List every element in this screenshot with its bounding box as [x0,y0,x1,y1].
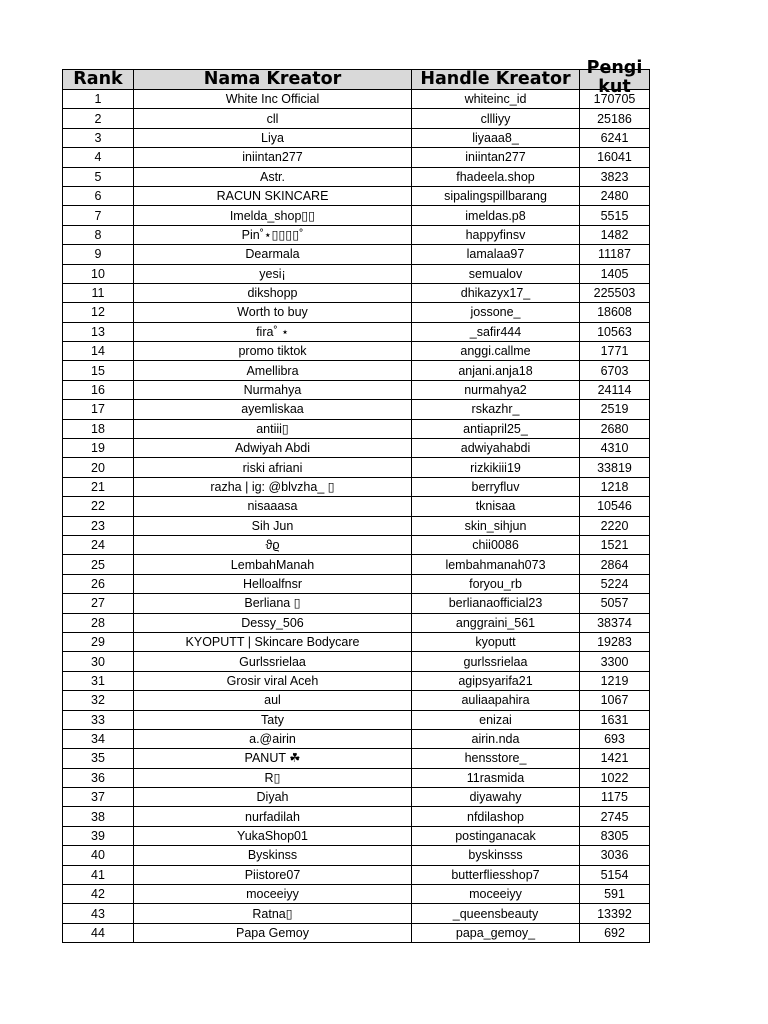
followers-cell[interactable]: 2864 [580,555,650,574]
rank-cell[interactable]: 32 [63,691,134,710]
header-name[interactable]: Nama Kreator [134,70,412,90]
rank-cell[interactable]: 6 [63,186,134,205]
rank-cell[interactable]: 40 [63,846,134,865]
handle-cell[interactable]: postinganacak [412,826,580,845]
rank-cell[interactable]: 14 [63,342,134,361]
header-rank[interactable]: Rank [63,70,134,90]
rank-cell[interactable]: 31 [63,671,134,690]
table-row [63,710,650,729]
table-row [63,361,650,380]
table-row [63,788,650,807]
handle-cell[interactable]: cllliyy [412,109,580,128]
name-cell[interactable]: iniintan277 [134,148,412,167]
followers-cell[interactable]: 10563 [580,322,650,341]
table-row [63,477,650,496]
name-cell[interactable]: ϑϱ [134,535,412,554]
handle-cell[interactable]: anjani.anja18 [412,361,580,380]
handle-cell[interactable]: sipalingspillbarang [412,186,580,205]
name-cell[interactable]: Helloalfnsr [134,574,412,593]
table-row [63,342,650,361]
table-row [63,613,650,632]
handle-cell[interactable]: kyoputt [412,632,580,651]
rank-cell[interactable]: 36 [63,768,134,787]
rank-cell[interactable]: 26 [63,574,134,593]
rank-cell[interactable]: 1 [63,90,134,109]
handle-cell[interactable]: tknisaa [412,497,580,516]
rank-cell[interactable]: 23 [63,516,134,535]
handle-cell[interactable]: berryfluv [412,477,580,496]
handle-cell[interactable]: nfdilashop [412,807,580,826]
table-row [63,458,650,477]
rank-cell[interactable]: 25 [63,555,134,574]
handle-cell[interactable]: moceeiyy [412,885,580,904]
name-cell[interactable]: Papa Gemoy [134,923,412,942]
handle-cell[interactable]: chii0086 [412,535,580,554]
name-cell[interactable]: cll [134,109,412,128]
name-cell[interactable]: White Inc Official [134,90,412,109]
handle-cell[interactable]: semualov [412,264,580,283]
name-cell[interactable]: R▯ [134,768,412,787]
table-row [63,671,650,690]
rank-cell[interactable]: 10 [63,264,134,283]
name-cell[interactable]: Gurlssrielaa [134,652,412,671]
rank-cell[interactable]: 34 [63,729,134,748]
name-cell[interactable]: riski afriani [134,458,412,477]
followers-cell[interactable]: 5224 [580,574,650,593]
followers-cell[interactable]: 2519 [580,400,650,419]
rank-cell[interactable]: 21 [63,477,134,496]
table-row [63,749,650,768]
rank-cell[interactable]: 8 [63,225,134,244]
followers-cell[interactable]: 1219 [580,671,650,690]
handle-cell[interactable]: whiteinc_id [412,90,580,109]
name-cell[interactable]: Ratna▯ [134,904,412,923]
handle-cell[interactable]: 11rasmida [412,768,580,787]
table-row [63,380,650,399]
table-body [63,90,650,943]
followers-cell[interactable]: 3823 [580,167,650,186]
rank-cell[interactable]: 39 [63,826,134,845]
followers-cell[interactable]: 1175 [580,788,650,807]
rank-cell[interactable]: 5 [63,167,134,186]
name-cell[interactable]: moceeiyy [134,885,412,904]
table-row [63,574,650,593]
name-cell[interactable]: fira˚ ⋆ [134,322,412,341]
table-row [63,904,650,923]
followers-cell[interactable]: 6241 [580,128,650,147]
handle-cell[interactable]: rizkikiii19 [412,458,580,477]
rank-cell[interactable]: 30 [63,652,134,671]
followers-cell[interactable]: 8305 [580,826,650,845]
name-cell[interactable]: razha | ig: @blvzha_ ▯ [134,477,412,496]
table-row [63,652,650,671]
name-cell[interactable]: nurfadilah [134,807,412,826]
name-cell[interactable]: Sih Jun [134,516,412,535]
rank-cell[interactable]: 42 [63,885,134,904]
handle-cell[interactable]: hensstore_ [412,749,580,768]
creator-table [62,58,650,943]
name-cell[interactable]: Grosir viral Aceh [134,671,412,690]
followers-cell[interactable]: 1067 [580,691,650,710]
handle-cell[interactable]: liyaaa8_ [412,128,580,147]
rank-cell[interactable]: 11 [63,283,134,302]
followers-cell[interactable]: 33819 [580,458,650,477]
followers-cell[interactable]: 591 [580,885,650,904]
followers-cell[interactable]: 19283 [580,632,650,651]
name-cell[interactable]: nisaaasa [134,497,412,516]
rank-cell[interactable]: 16 [63,380,134,399]
rank-cell[interactable]: 9 [63,245,134,264]
name-cell[interactable]: ayemliskaa [134,400,412,419]
followers-cell[interactable]: 18608 [580,303,650,322]
followers-cell[interactable]: 2480 [580,186,650,205]
handle-cell[interactable]: nurmahya2 [412,380,580,399]
handle-cell[interactable]: berlianaofficial23 [412,594,580,613]
name-cell[interactable]: promo tiktok [134,342,412,361]
name-cell[interactable]: Pin˚⋆▯▯▯▯˚ [134,225,412,244]
followers-cell[interactable]: 25186 [580,109,650,128]
followers-cell[interactable]: 4310 [580,439,650,458]
name-cell[interactable]: Dessy_506 [134,613,412,632]
followers-cell[interactable]: 6703 [580,361,650,380]
name-cell[interactable]: Berliana ▯ [134,594,412,613]
table-row [63,826,650,845]
name-cell[interactable]: Piistore07 [134,865,412,884]
table-row [63,245,650,264]
header-row [63,70,650,90]
name-cell[interactable]: aul [134,691,412,710]
followers-cell[interactable]: 24114 [580,380,650,399]
table-row [63,516,650,535]
name-cell[interactable]: Amellibra [134,361,412,380]
rank-cell[interactable]: 2 [63,109,134,128]
table-row [63,264,650,283]
handle-cell[interactable]: anggraini_561 [412,613,580,632]
followers-cell[interactable]: 1521 [580,535,650,554]
handle-cell[interactable]: antiapril25_ [412,419,580,438]
followers-cell[interactable]: 1405 [580,264,650,283]
rank-cell[interactable]: 33 [63,710,134,729]
name-cell[interactable]: Nurmahya [134,380,412,399]
followers-cell[interactable]: 1218 [580,477,650,496]
handle-cell[interactable]: airin.nda [412,729,580,748]
header-followers-label: Pengi kut [586,58,643,97]
table-row [63,846,650,865]
handle-cell[interactable]: fhadeela.shop [412,167,580,186]
table-row [63,303,650,322]
table-row [63,128,650,147]
table-row [63,497,650,516]
followers-cell[interactable]: 692 [580,923,650,942]
table-row [63,400,650,419]
name-cell[interactable]: PANUT ☘ [134,749,412,768]
name-cell[interactable]: Liya [134,128,412,147]
followers-cell[interactable]: 5154 [580,865,650,884]
followers-cell[interactable]: 5515 [580,206,650,225]
rank-cell[interactable]: 28 [63,613,134,632]
followers-cell[interactable]: 170705 [580,90,650,109]
followers-cell[interactable]: 38374 [580,613,650,632]
handle-cell[interactable]: byskinsss [412,846,580,865]
followers-cell[interactable]: 3036 [580,846,650,865]
name-cell[interactable]: dikshopp [134,283,412,302]
followers-cell[interactable]: 16041 [580,148,650,167]
rank-cell[interactable]: 18 [63,419,134,438]
rank-cell[interactable]: 27 [63,594,134,613]
rank-cell[interactable]: 24 [63,535,134,554]
table-row [63,632,650,651]
followers-cell[interactable]: 11187 [580,245,650,264]
table-row [63,225,650,244]
followers-cell[interactable]: 2680 [580,419,650,438]
rank-cell[interactable]: 19 [63,439,134,458]
followers-cell[interactable]: 2220 [580,516,650,535]
table-row [63,535,650,554]
name-cell[interactable]: KYOPUTT | Skincare Bodycare [134,632,412,651]
name-cell[interactable]: Astr. [134,167,412,186]
header-followers[interactable] [580,58,650,97]
followers-cell[interactable]: 225503 [580,283,650,302]
followers-cell[interactable]: 1421 [580,749,650,768]
rank-cell[interactable]: 15 [63,361,134,380]
followers-cell[interactable]: 1482 [580,225,650,244]
name-cell[interactable]: LembahManah [134,555,412,574]
rank-cell[interactable]: 13 [63,322,134,341]
rank-cell[interactable]: 29 [63,632,134,651]
handle-cell[interactable]: adwiyahabdi [412,439,580,458]
handle-cell[interactable]: lamalaa97 [412,245,580,264]
handle-cell[interactable]: diyawahy [412,788,580,807]
handle-cell[interactable]: imeldas.p8 [412,206,580,225]
followers-cell[interactable]: 3300 [580,652,650,671]
rank-cell[interactable]: 20 [63,458,134,477]
followers-cell[interactable]: 10546 [580,497,650,516]
table-row [63,923,650,942]
handle-cell[interactable]: dhikazyx17_ [412,283,580,302]
handle-cell[interactable]: rskazhr_ [412,400,580,419]
rank-cell[interactable]: 7 [63,206,134,225]
table-row [63,109,650,128]
handle-cell[interactable]: skin_sihjun [412,516,580,535]
table-row [63,594,650,613]
table-row [63,729,650,748]
name-cell[interactable]: RACUN SKINCARE [134,186,412,205]
handle-cell[interactable]: butterfliesshop7 [412,865,580,884]
handle-cell[interactable]: jossone_ [412,303,580,322]
rank-cell[interactable]: 4 [63,148,134,167]
handle-cell[interactable]: papa_gemoy_ [412,923,580,942]
handle-cell[interactable]: agipsyarifa21 [412,671,580,690]
header-handle[interactable]: Handle Kreator [412,70,580,90]
rank-cell[interactable]: 43 [63,904,134,923]
rank-cell[interactable]: 41 [63,865,134,884]
name-cell[interactable]: Taty [134,710,412,729]
table-row [63,283,650,302]
handle-cell[interactable]: enizai [412,710,580,729]
table-row [63,148,650,167]
name-cell[interactable]: Byskinss [134,846,412,865]
name-cell[interactable]: Diyah [134,788,412,807]
rank-cell[interactable]: 44 [63,923,134,942]
handle-cell[interactable]: gurlssrielaa [412,652,580,671]
handle-cell[interactable]: _queensbeauty [412,904,580,923]
rank-cell[interactable]: 12 [63,303,134,322]
table-row [63,865,650,884]
rank-cell[interactable]: 37 [63,788,134,807]
rank-cell[interactable]: 22 [63,497,134,516]
rank-cell[interactable]: 35 [63,749,134,768]
name-cell[interactable]: Dearmala [134,245,412,264]
table-row [63,691,650,710]
name-cell[interactable]: YukaShop01 [134,826,412,845]
followers-cell[interactable]: 5057 [580,594,650,613]
table-row [63,186,650,205]
handle-cell[interactable]: lembahmanah073 [412,555,580,574]
table-row [63,206,650,225]
handle-cell[interactable]: anggi.callme [412,342,580,361]
handle-cell[interactable]: happyfinsv [412,225,580,244]
table-row [63,555,650,574]
followers-cell[interactable]: 1022 [580,768,650,787]
rank-cell[interactable]: 3 [63,128,134,147]
table-row [63,90,650,109]
name-cell[interactable]: yesi¡ [134,264,412,283]
name-cell[interactable]: Imelda_shop▯▯ [134,206,412,225]
name-cell[interactable]: antiii▯ [134,419,412,438]
handle-cell[interactable]: _safir444 [412,322,580,341]
table-row [63,419,650,438]
followers-cell[interactable]: 1631 [580,710,650,729]
followers-cell[interactable]: 2745 [580,807,650,826]
followers-cell[interactable]: 1771 [580,342,650,361]
rank-cell[interactable]: 38 [63,807,134,826]
followers-cell[interactable]: 693 [580,729,650,748]
table-row [63,167,650,186]
name-cell[interactable]: Worth to buy [134,303,412,322]
name-cell[interactable]: Adwiyah Abdi [134,439,412,458]
table-row [63,885,650,904]
handle-cell[interactable]: iniintan277 [412,148,580,167]
handle-cell[interactable]: foryou_rb [412,574,580,593]
table-row [63,768,650,787]
handle-cell[interactable]: auliaapahira [412,691,580,710]
table-row [63,807,650,826]
table-row [63,322,650,341]
name-cell[interactable]: a.@airin [134,729,412,748]
table-row [63,439,650,458]
followers-cell[interactable]: 13392 [580,904,650,923]
rank-cell[interactable]: 17 [63,400,134,419]
